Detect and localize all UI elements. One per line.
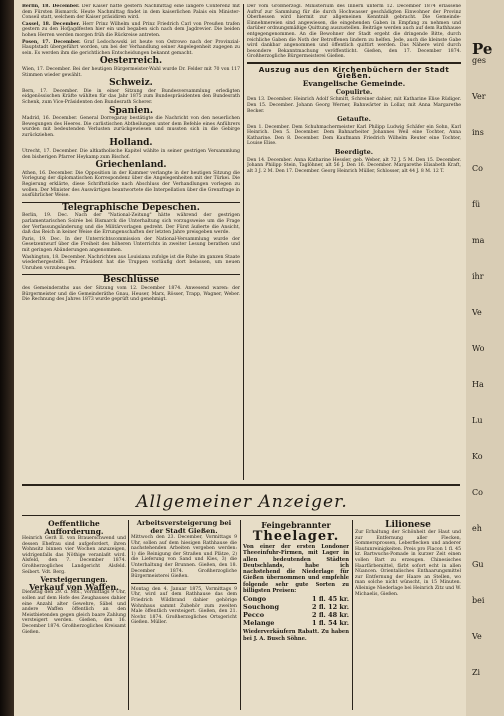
ad-column-1 bbox=[22, 520, 126, 712]
ad-text: Heinrich Gerß II. von Brauerschwend und dessen Ehefrau sind aufgefordert, ihren Wohnsitz binnen vier Wochen anzuzeigen, widrigenfalls das Nöthige veranlaßt wird. Alsfeld, den 7. December 1874. Großherzogliches Landgericht Alsfeld. Seibert. Vdt. Berg. bbox=[22, 536, 126, 575]
divider bbox=[247, 62, 461, 64]
ad-title: Feingebrannter bbox=[261, 520, 331, 530]
news-item: Posen, 17. December. Graf Ledochowski ist heute von Ostrowo nach der Provinzial-Hauptstadt übergeführt worden, um bei der Verhandlung seiner Angelegenheit zugegen zu sein. Es werden ihm die gerichtlichen Entscheidungen bekannt gemacht. bbox=[22, 39, 240, 56]
ad-text: Dienstag den 29. d. Mts., Vormittags 9 Uhr, sollen auf dem Hofe des Zeughauses dahier eine Anzahl alter Gewehre, Säbel und andere Waffen öffentlich an den Meistbietenden gegen gleich baare Zahlung versteigert werden. Gießen, den 16. December 1874. Großherzogliches Kreisamt Gießen. bbox=[22, 590, 126, 635]
divider bbox=[131, 583, 237, 584]
ad-column-4 bbox=[355, 520, 461, 712]
ad-title: Arbeitsversteigerung bei der Stadt Gießen. bbox=[136, 520, 232, 535]
telegraph-item: Washington, 18. December. Nachrichten aus Louisiana zufolge ist die Ruhe im ganzen Staate wiederhergestellt. Der Präsident hat die Truppen vorläufig dort belassen, um neuen Unruhen vorzubeugen. bbox=[22, 254, 240, 271]
ads-top-rule bbox=[22, 484, 460, 486]
section-heading-schweiz: Schweiz. bbox=[109, 78, 153, 89]
news-item: Bern, 17. December. Die in einer Sitzung der Bundesversammlung erledigten eidgenössischen Kräfte wählten für das Jahr 1875 zum Bundespräsidenten den Bundesrath Schenk, zum Vice-Präsidenten den Bundesrath Scherer. bbox=[22, 88, 240, 105]
edge-text-fragment: ihr bbox=[472, 272, 484, 281]
register-entry: Den 13. December. Heinrich Adolf Schmitt, Schreiner dahier, mit Katharine Elise Rüdiger. Den 15. December. Johann Georg Werner, Bahnwärter in Lollar, mit Anna Margarethe Becker. bbox=[247, 97, 461, 114]
news-column-left bbox=[22, 4, 240, 484]
section-heading-beschluesse: Beschlüsse bbox=[102, 275, 160, 286]
beerdigte-heading: Beerdigte. bbox=[334, 148, 374, 157]
edge-text-fragment: ma bbox=[472, 236, 485, 245]
edge-text-fragment: Lu bbox=[472, 416, 483, 425]
ad-title: Versteigerungen. bbox=[40, 575, 108, 585]
ad-text: Von einer der ersten Londoner Theeeinfuhr-Firmen, mit Lager in allen bedeutenden Städten Deutschlands, habe ich nachstehend die Niederlage für Gießen übernommen und empfehle folgende sehr gute Sorten zu billigsten Preisen: bbox=[243, 544, 349, 595]
newspaper-page bbox=[14, 0, 466, 716]
adjacent-page-edge bbox=[466, 0, 504, 716]
news-item: Utrecht, 17. December. Die altkatholische Kapitel wählte in seiner gestrigen Versammlung den bisherigen Pfarrer Heykamp zum Bischof. bbox=[22, 149, 240, 160]
ad-text: Zur Erhaltung der Schönheit der Haut und zur Entfernung aller Flecken, Sommersprossen, Leberflecken und anderer Hautunreinigkeiten. Preis pro Flacon 1 fl. 45 kr. Bartwuchs-Pomade in kurzer Zeit einen vollen Bart zu erzeugen. Chinesisches Haarfärbemittel, färbt sofort echt in allen Nüancen. Orientalisches Enthaarungsmittel zur Entfernung der Haare an Stellen, wo man solche nicht wünscht, in 15 Minuten. Alleinige Niederlage bei Heinrich Zitz und W. Michaelis, Gießen. bbox=[355, 530, 461, 597]
ad-title: Verkauf von Waffen. bbox=[29, 581, 119, 592]
church-register-heading: Auszug aus den Kirchenbüchern der Stadt Gießen. bbox=[258, 64, 450, 80]
edge-text-fragment: Co bbox=[472, 164, 483, 173]
section-heading-spanien: Spanien. bbox=[109, 105, 153, 116]
news-item: Cassel, 18. December. Herr Prinz Wilhelm und Prinz Friedrich Carl von Preußen trafen gestern zu den Hofjagdfesten hier ein und begaben sich nach dem Jagdrevier. Die beiden hohen Herren werden morgen früh die Rückreise antreten. bbox=[22, 21, 240, 38]
section-heading-holland: Holland. bbox=[109, 138, 153, 149]
adjacent-page-text bbox=[470, 0, 504, 716]
edge-text-fragment: bei bbox=[472, 596, 485, 605]
news-item: Athen, 16. December. Die Opposition in der Kammer verlangte in der heutigen Sitzung die Vorlegung der diplomatischen Korrespondenz über die Angelegenheiten mit der Türkei. Die Regierung erklärte, diese Schriftstücke nach Abschluss der Verhandlungen vorlegen zu wollen. Der Minister des Auswärtigen beantwortete die Interpellation über die Grenzfrage in ausführlicher Weise. bbox=[22, 170, 240, 199]
edge-text-fragment: Gu bbox=[472, 560, 484, 569]
column-divider bbox=[128, 520, 129, 710]
register-entry: Den 1. December. Dem Schuhmachermeister Karl Philipp Ludwig Schäfer ein Sohn, Karl Heinrich. Den 5. December. Dem Bahnarbeiter Johannes Weil eine Tochter, Anna Katharine. Den 8. December. Dem Kaufmann Friedrich Wilhelm Reuter eine Tochter, Louise Elise. bbox=[247, 124, 461, 147]
news-item: Madrid, 16. December. General Dorregaray bestätigte die Nachricht von den neuerlichen Bewegungen des Heeres. Die carlistischen Abtheilungen unter dem Befehle eines Anführers wurden mit bedeutenden Verlusten zurückgewiesen und mussten sich in die Gebirge zurückziehen. bbox=[22, 116, 240, 138]
price-row: Pecco 2 fl. 48 kr. bbox=[243, 611, 349, 620]
ads-banner-rule bbox=[22, 515, 460, 516]
parish-heading: Evangelische Gemeinde. bbox=[302, 79, 406, 89]
column-divider bbox=[243, 4, 244, 480]
edge-text-fragment: Wo bbox=[472, 344, 485, 353]
telegraph-item: Berlin, 19. Dec. Nach der "National-Zeitung" hätte während der gestrigen parlamentarischen Soirée bei Bismarck die Unterhaltung sich vorzugsweise um die Frage der Verfassungsänderung und die Militärvorlagen gedreht. Der Fürst äußerte die Ansicht, daß das Reich in keiner Weise die Errungenschaften der letzten Jahre preisgeben werde. bbox=[22, 213, 240, 236]
section-heading-griechenland: Griechenland. bbox=[95, 160, 167, 171]
copulirte-heading: Copulirte. bbox=[335, 87, 373, 96]
news-item: des Gemeinderaths aus der Sitzung vom 12. December 1874. Anwesend waren: der Bürgermeister und die Gemeinderäthe Gnau, Heuser, Marx, Rösser, Trapp, Wagner, Weber. Die Rechnung des Jahres 1873 wurde geprüft und genehmigt. bbox=[22, 285, 240, 303]
edge-text-fragment: Ver bbox=[472, 92, 486, 101]
official-notice: Der vom Großherzogl. Ministerium des Innern unterm 12. December 1874 erlassene Aufruf zur Sammlung für die durch Hochwasser geschädigten Einwohner der Provinz Oberhessen wird hiermit zur allgemeinen Kenntniß gebracht. Die Gemeinde-Einnehmereien sind angewiesen, die eingehenden Gaben in Empfang zu nehmen und darüber ordnungsmäßige Quittung auszustellen. Beiträge werden auch auf dem Rathhause entgegengenommen. An die Bewohner der Stadt ergeht die dringende Bitte, durch reichliche Gaben die Noth der Betroffenen lindern zu helfen. Jede, auch die kleinste Gabe wird dankbar angenommen und öffentlich quittirt werden. Das Nähere wird durch besondere Bekanntmachung veröffentlicht. Gießen, den 17. December 1874. Großherzogliche Bürgermeisterei Gießen. bbox=[247, 4, 461, 60]
ad-text: Montag den 4. Januar 1875, Vormittags 9 Uhr, wird auf dem Rathhause das dem Friedrich Wildbrand dahier gehörige Wohnhaus sammt Zubehör zum zweiten Male öffentlich versteigert. Gießen, den 21. Novbr. 1874. Großherzogliches Ortsgericht Gießen. Müller. bbox=[131, 586, 237, 626]
section-heading-telegraph: Telegraphische Depeschen. bbox=[62, 202, 200, 213]
edge-text-fragment: Zi bbox=[472, 668, 481, 677]
price-row: Melange 1 fl. 54 kr. bbox=[243, 619, 349, 628]
column-divider bbox=[352, 520, 353, 710]
edge-text-fragment: eh bbox=[472, 524, 482, 533]
ad-headline: Theelager. bbox=[252, 529, 340, 544]
edge-text-fragment: Ve bbox=[472, 308, 482, 317]
ad-title: Lilionese bbox=[385, 520, 431, 530]
price-row: Souchong 2 fl. 12 kr. bbox=[243, 603, 349, 612]
edge-text-fragment: Ko bbox=[472, 452, 483, 461]
price-row: Congo 1 fl. 45 kr. bbox=[243, 595, 349, 604]
column-divider bbox=[240, 520, 241, 710]
ad-column-2 bbox=[131, 520, 237, 712]
edge-text-fragment: ins bbox=[472, 128, 484, 137]
edge-text-fragment: Ve bbox=[472, 632, 482, 641]
edge-text-fragment: Pe bbox=[472, 40, 493, 58]
edge-text-fragment: Ha bbox=[472, 380, 484, 389]
section-heading-oesterreich: Oesterreich. bbox=[99, 56, 163, 67]
telegraph-item: Paris, 19. Dec. In der Unterrichtscommission der National-Versammlung wurde der Gesetzentwurf über die Freiheit des höheren Unterrichts in zweiter Lesung berathen und mit geringen Abänderungen angenommen. bbox=[22, 236, 240, 253]
news-item: Berlin, 18. December. Der Kaiser hatte gestern Nachmittag eine längere Conferenz mit dem Fürsten Bismarck. Heute Nachmittag findet in dem kaiserlichen Palais ein Minister-Conseil statt, welchem der Kaiser präsidiren wird. bbox=[22, 4, 240, 21]
general-advertiser-banner: Allgemeiner Anzeiger. bbox=[136, 492, 348, 512]
edge-text-fragment: Co bbox=[472, 488, 483, 497]
edge-text-fragment: fü bbox=[472, 200, 481, 209]
register-entry: Den 14. December. Anna Katharine Hessler, geb. Weber, alt 72 J. 5 M. Den 15. December. Johann Philipp Stein, Taglöhner, alt 56 J. Den 16. December. Margarethe Elisabeth Kraft, alt 3 J. 2 M. Den 17. December. Georg Heinrich Müller, Schlosser, alt 44 J. 8 M. 12 T. bbox=[247, 157, 461, 174]
news-column-right bbox=[247, 4, 461, 480]
news-item: Wien, 17. December. Bei der heutigen Bürgermeister-Wahl wurde Dr. Felder mit 70 von 117 Stimmen wieder gewählt. bbox=[22, 66, 240, 78]
ad-column-3 bbox=[243, 520, 349, 712]
price-list bbox=[243, 595, 349, 627]
ad-text: Wiederverkäufern Rabatt. Zu haben bei J. A. Busch Söhne. bbox=[243, 629, 349, 642]
binding-shadow bbox=[0, 0, 14, 716]
ad-title: Oeffentliche Aufforderung. bbox=[44, 520, 104, 536]
edge-text-fragment: ges bbox=[472, 56, 486, 65]
ad-text: Mittwoch den 23. December, Vormittags 9 Uhr, sollen auf dem hiesigen Rathhause die nachstehenden Arbeiten vergeben werden: 1) die Reinigung der Straßen und Plätze, 2) die Lieferung von Sand und Kies, 3) die Unterhaltung der Brunnen. Gießen, den 18. December 1874. Großherzogliche Bürgermeisterei Gießen. bbox=[131, 535, 237, 580]
getaufte-heading: Getaufte. bbox=[337, 115, 371, 124]
